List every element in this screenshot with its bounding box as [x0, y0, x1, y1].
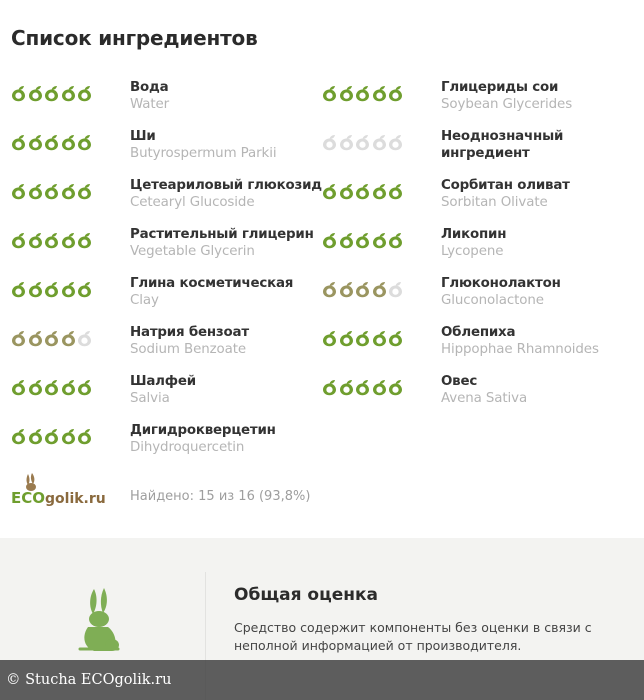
drop-icon — [372, 183, 387, 200]
drop-icon — [77, 232, 92, 249]
drop-icon — [44, 379, 59, 396]
ingredient-item[interactable] — [11, 227, 321, 272]
drop-icon — [339, 379, 354, 396]
ingredient-item[interactable] — [11, 276, 321, 321]
drop-icon — [339, 183, 354, 200]
rating-drops — [322, 183, 405, 200]
drop-icon — [44, 183, 59, 200]
drop-icon — [339, 134, 354, 151]
ingredient-latin: Soybean Glycerides — [441, 97, 573, 112]
drop-icon — [61, 379, 76, 396]
ingredient-item[interactable] — [322, 129, 632, 174]
drop-icon — [11, 232, 26, 249]
drop-icon — [372, 330, 387, 347]
ingredient-item[interactable] — [322, 276, 632, 321]
ingredient-item[interactable] — [11, 325, 321, 370]
ingredient-item[interactable] — [11, 374, 321, 419]
ingredient-item[interactable] — [322, 325, 632, 370]
drop-icon — [388, 281, 403, 298]
rating-drops — [322, 330, 405, 347]
ingredient-item[interactable] — [322, 227, 632, 272]
drop-icon — [355, 232, 370, 249]
ingredient-latin: Sorbitan Olivate — [441, 195, 548, 210]
drop-icon — [388, 85, 403, 102]
drop-icon — [28, 134, 43, 151]
drop-icon — [28, 379, 43, 396]
rating-drops — [11, 232, 94, 249]
ingredient-latin: Hippophae Rhamnoides — [441, 342, 599, 357]
drop-icon — [28, 428, 43, 445]
drop-icon — [372, 134, 387, 151]
rating-drops — [11, 330, 94, 347]
ingredient-name: Ликопин — [441, 227, 507, 242]
drop-icon — [339, 330, 354, 347]
hare-icon — [78, 587, 122, 653]
drop-icon — [322, 281, 337, 298]
drop-icon — [388, 183, 403, 200]
drop-icon — [355, 379, 370, 396]
ingredient-name: Глицериды сои — [441, 80, 559, 95]
ingredient-name: Вода — [130, 80, 169, 95]
drop-icon — [11, 85, 26, 102]
drop-icon — [11, 379, 26, 396]
ecogolik-logo[interactable] — [11, 470, 121, 510]
ingredient-name: Дигидрокверцетин — [130, 423, 276, 438]
drop-icon — [44, 428, 59, 445]
ingredient-item[interactable] — [322, 178, 632, 223]
drop-icon — [44, 330, 59, 347]
drop-icon — [355, 330, 370, 347]
drop-icon — [372, 232, 387, 249]
drop-icon — [388, 232, 403, 249]
ingredient-latin: Avena Sativa — [441, 391, 528, 406]
drop-icon — [28, 183, 43, 200]
ingredient-name: Цетеариловый глюкозид — [130, 178, 322, 193]
rating-drops — [11, 134, 94, 151]
drop-icon — [77, 85, 92, 102]
ingredient-latin: Water — [130, 97, 170, 112]
drop-icon — [372, 281, 387, 298]
overall-title: Общая оценка — [234, 585, 378, 605]
ingredient-name: Глюконолактон — [441, 276, 561, 291]
svg-text:ECO: ECO — [11, 489, 46, 507]
ingredient-item[interactable] — [322, 80, 632, 125]
rating-drops — [11, 428, 94, 445]
overall-text: Средство содержит компоненты без оценки в связи с неполной информацией от производителя. — [234, 620, 592, 653]
ingredient-item[interactable] — [11, 129, 321, 174]
ingredient-latin: Vegetable Glycerin — [130, 244, 255, 259]
drop-icon — [11, 428, 26, 445]
ingredient-name: Глина косметическая — [130, 276, 294, 291]
found-summary: Найдено: 15 из 16 (93,8%) — [130, 489, 311, 504]
ingredient-latin: Clay — [130, 293, 159, 308]
rating-drops — [11, 281, 94, 298]
ingredient-name: Облепиха — [441, 325, 516, 340]
drop-icon — [77, 134, 92, 151]
ingredient-name: Растительный глицерин — [130, 227, 314, 242]
ingredient-latin: Dihydroquercetin — [130, 440, 245, 455]
drop-icon — [44, 232, 59, 249]
drop-icon — [339, 281, 354, 298]
ingredient-latin: Cetearyl Glucoside — [130, 195, 255, 210]
drop-icon — [77, 428, 92, 445]
drop-icon — [77, 183, 92, 200]
drop-icon — [322, 330, 337, 347]
ingredient-latin: Butyrospermum Parkii — [130, 146, 277, 161]
drop-icon — [44, 85, 59, 102]
drop-icon — [355, 85, 370, 102]
drop-icon — [61, 134, 76, 151]
rating-drops — [322, 85, 405, 102]
drop-icon — [28, 85, 43, 102]
ingredient-name: Неоднозначный ингредиент — [441, 129, 564, 161]
drop-icon — [61, 281, 76, 298]
rating-drops — [322, 379, 405, 396]
drop-icon — [339, 85, 354, 102]
ingredient-item[interactable] — [322, 374, 632, 419]
rating-drops — [11, 379, 94, 396]
drop-icon — [11, 183, 26, 200]
drop-icon — [355, 281, 370, 298]
rating-drops — [322, 134, 405, 151]
drop-icon — [11, 134, 26, 151]
ingredient-name: Ши — [130, 129, 156, 144]
drop-icon — [372, 85, 387, 102]
drop-icon — [28, 232, 43, 249]
drop-icon — [77, 379, 92, 396]
drop-icon — [61, 85, 76, 102]
rating-drops — [11, 85, 94, 102]
ingredient-name: Натрия бензоат — [130, 325, 249, 340]
drop-icon — [322, 183, 337, 200]
drop-icon — [61, 428, 76, 445]
ingredient-latin: Lycopene — [441, 244, 504, 259]
drop-icon — [322, 134, 337, 151]
ingredient-name: Сорбитан оливат — [441, 178, 570, 193]
drop-icon — [11, 281, 26, 298]
drop-icon — [339, 232, 354, 249]
drop-icon — [77, 281, 92, 298]
ingredient-item[interactable] — [11, 423, 321, 468]
drop-icon — [61, 232, 76, 249]
drop-icon — [77, 330, 92, 347]
drop-icon — [388, 330, 403, 347]
ingredient-latin: Sodium Benzoate — [130, 342, 247, 357]
drop-icon — [322, 232, 337, 249]
drop-icon — [28, 281, 43, 298]
drop-icon — [322, 379, 337, 396]
ingredient-latin: Salvia — [130, 391, 170, 406]
rating-drops — [322, 232, 405, 249]
svg-text:golik.ru: golik.ru — [45, 491, 106, 507]
copyright-watermark: © Stucha ECOgolik.ru — [0, 660, 644, 700]
drop-icon — [28, 330, 43, 347]
drop-icon — [11, 330, 26, 347]
rating-drops — [11, 183, 94, 200]
ingredient-name: Шалфей — [130, 374, 196, 389]
drop-icon — [61, 183, 76, 200]
drop-icon — [388, 379, 403, 396]
drop-icon — [44, 134, 59, 151]
ingredient-latin: Gluconolactone — [441, 293, 544, 308]
rating-drops — [322, 281, 405, 298]
ingredient-item[interactable] — [11, 80, 321, 125]
ingredient-item[interactable] — [11, 178, 322, 223]
drop-icon — [388, 134, 403, 151]
drop-icon — [355, 183, 370, 200]
page-title: Список ингредиентов — [11, 26, 258, 50]
drop-icon — [355, 134, 370, 151]
ingredient-name: Овес — [441, 374, 478, 389]
drop-icon — [372, 379, 387, 396]
drop-icon — [61, 330, 76, 347]
drop-icon — [322, 85, 337, 102]
drop-icon — [44, 281, 59, 298]
